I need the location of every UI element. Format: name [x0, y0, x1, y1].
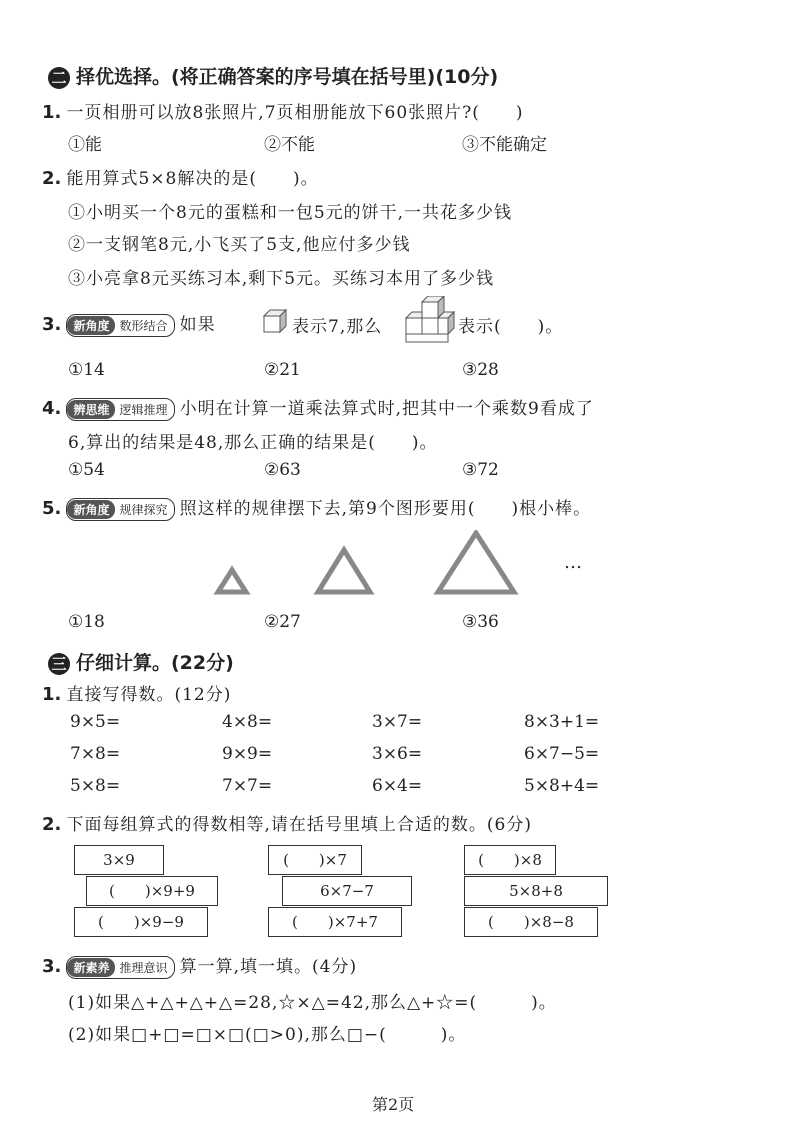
calc-2-group3-box3: ( )×8−8: [464, 907, 598, 937]
question-3-number: 3.: [42, 314, 62, 335]
calc-3-tag: [66, 956, 174, 979]
c3-tag-dark: 新素养: [67, 958, 115, 977]
q1-option-1: ①能: [68, 135, 102, 155]
calc-3-number: 3.: [42, 956, 62, 977]
q5-tag-dark: 新角度: [67, 500, 115, 519]
question-3-text-c: 表示( )。: [458, 317, 564, 337]
q2-option-3: ③小亮拿8元买练习本,剩下5元。买练习本用了多少钱: [68, 269, 495, 289]
calc-1-r1-c3: 3×7=: [372, 712, 423, 732]
calc-1-number: 1.: [42, 684, 62, 705]
question-5-number: 5.: [42, 498, 62, 519]
calc-2-group1-box3: ( )×9−9: [74, 907, 208, 937]
question-1-number: 1.: [42, 102, 62, 123]
question-2-number: 2.: [42, 168, 62, 189]
calc-3-line-2: (2)如果□+□=□×□(□>0),那么□−( )。: [68, 1025, 467, 1045]
calc-2-group3-box2: 5×8+8: [464, 876, 608, 906]
calc-2: [42, 810, 532, 835]
stick-triangles-figure: [210, 530, 540, 600]
single-cube-icon: [262, 308, 288, 334]
calc-1-r2-c1: 7×8=: [70, 744, 121, 764]
calc-2-group2-box2: 6×7−7: [282, 876, 412, 906]
question-2-text: 能用算式5×8解决的是( )。: [66, 169, 319, 189]
calc-2-group1-box2: ( )×9+9: [86, 876, 218, 906]
calc-1-r3-c4: 5×8+4=: [524, 776, 600, 796]
calc-3-text: 算一算,填一填。(4分): [179, 957, 358, 977]
question-4-number: 4.: [42, 398, 62, 419]
calc-1: [42, 680, 231, 705]
q3-option-2: ②21: [264, 360, 301, 380]
q4-option-1: ①54: [68, 460, 105, 480]
q5-tag-light: 规律探究: [119, 503, 168, 517]
calc-1-r1-c2: 4×8=: [222, 712, 273, 732]
question-5-tag: [66, 498, 174, 521]
calc-1-r3-c2: 7×7=: [222, 776, 273, 796]
section-3-title: 仔细计算。(22分): [76, 652, 234, 674]
calc-1-r2-c2: 9×9=: [222, 744, 273, 764]
question-1: [42, 98, 524, 123]
section-2-title: 择优选择。(将正确答案的序号填在括号里)(10分): [76, 66, 499, 88]
calc-2-group1-box1: 3×9: [74, 845, 164, 875]
calc-1-r3-c3: 6×4=: [372, 776, 423, 796]
q3-tag-light: 数形结合: [119, 319, 168, 333]
q2-option-1: ①小明买一个8元的蛋糕和一包5元的饼干,一共花多少钱: [68, 203, 513, 223]
section-3-heading: [48, 648, 234, 675]
q1-option-2: ②不能: [264, 135, 315, 155]
question-3-tag: [66, 314, 174, 337]
c3-tag-light: 推理意识: [119, 961, 168, 975]
question-3: [42, 310, 216, 337]
calc-2-group3-box1: ( )×8: [464, 845, 556, 875]
q5-option-3: ③36: [462, 612, 499, 632]
stacked-cubes-icon: [404, 296, 456, 346]
q4-tag-light: 逻辑推理: [119, 403, 168, 417]
q4-option-2: ②63: [264, 460, 301, 480]
q3-tag-dark: 新角度: [67, 316, 115, 335]
calc-2-group2-box1: ( )×7: [268, 845, 362, 875]
q4-tag-dark: 辨思维: [67, 400, 115, 419]
question-5-text: 照这样的规律摆下去,第9个图形要用( )根小棒。: [179, 499, 592, 519]
question-4-tag: [66, 398, 174, 421]
page-number: 第2页: [372, 1095, 415, 1114]
triangle-figure-3: [438, 533, 514, 592]
figure-ellipsis: …: [564, 552, 582, 573]
q3-option-3: ③28: [462, 360, 499, 380]
question-4-text-line2: 6,算出的结果是48,那么正确的结果是( )。: [68, 433, 438, 453]
calc-1-r3-c1: 5×8=: [70, 776, 121, 796]
triangle-figure-1: [218, 570, 246, 592]
q3-option-1: ①14: [68, 360, 105, 380]
calc-1-r1-c4: 8×3+1=: [524, 712, 600, 732]
q2-option-2: ②一支钢笔8元,小飞买了5支,他应付多少钱: [68, 235, 411, 255]
calc-1-text: 直接写得数。(12分): [66, 685, 232, 705]
section-2-heading: [48, 62, 498, 89]
q5-option-2: ②27: [264, 612, 301, 632]
calc-2-group2-box3: ( )×7+7: [268, 907, 402, 937]
question-4: [42, 394, 594, 421]
q1-option-3: ③不能确定: [462, 135, 547, 155]
q5-option-1: ①18: [68, 612, 105, 632]
question-2: [42, 164, 319, 189]
calc-1-r2-c4: 6×7−5=: [524, 744, 600, 764]
question-4-text-line1: 小明在计算一道乘法算式时,把其中一个乘数9看成了: [179, 399, 594, 419]
question-5: [42, 494, 591, 521]
section-2-badge: 二: [48, 67, 70, 89]
section-3-badge: 三: [48, 653, 70, 675]
calc-2-text: 下面每组算式的得数相等,请在括号里填上合适的数。(6分): [66, 815, 532, 835]
calc-2-number: 2.: [42, 814, 62, 835]
calc-1-r2-c3: 3×6=: [372, 744, 423, 764]
calc-3-line-1: (1)如果△+△+△+△=28,☆×△=42,那么△+☆=( )。: [68, 993, 557, 1013]
question-3-text-a: 如果: [179, 315, 216, 335]
calc-3: [42, 952, 357, 979]
question-3-text-b: 表示7,那么: [292, 317, 383, 337]
triangle-figure-2: [318, 550, 370, 592]
q4-option-3: ③72: [462, 460, 499, 480]
calc-1-r1-c1: 9×5=: [70, 712, 121, 732]
question-1-text: 一页相册可以放8张照片,7页相册能放下60张照片?( ): [66, 103, 524, 123]
